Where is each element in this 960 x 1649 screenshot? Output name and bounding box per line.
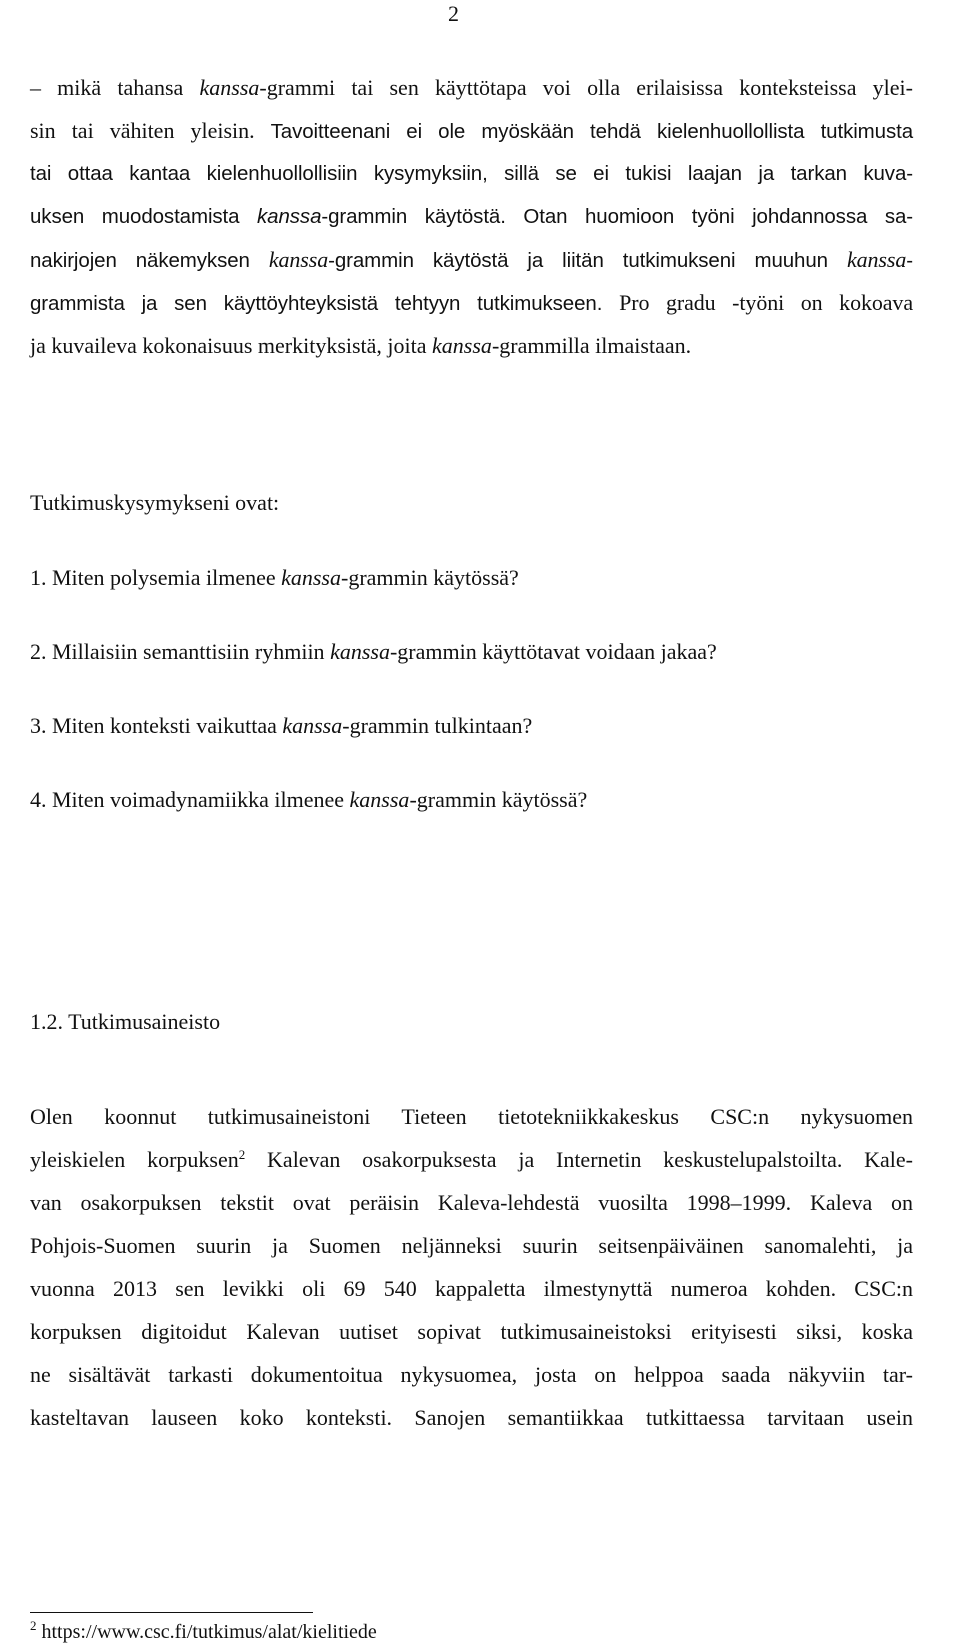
text-run: yleiskielen korpuksen — [30, 1147, 239, 1172]
text-run: uksen muodostamista — [30, 205, 258, 228]
research-questions-heading: Tutkimuskysymykseni ovat: — [30, 490, 280, 515]
text-run: kasteltavan lauseen koko konteksti. Sanojen semantiikkaa tutkittaessa tarvitaan usein — [30, 1405, 913, 1430]
text-line — [30, 1353, 913, 1396]
text-line — [30, 1224, 913, 1267]
footnote-url: https://www.csc.fi/tutkimus/alat/kielitiede — [36, 1621, 377, 1643]
italic-term: kanssa — [199, 75, 260, 100]
text-run: korpuksen digitoidut Kalevan uutiset sopivat tutkimusaineistoksi erityisesti siksi, koska — [30, 1319, 913, 1344]
italic-term: kanssa — [268, 247, 329, 272]
text-line — [30, 1310, 913, 1353]
italic-term: kanssa — [432, 333, 492, 358]
research-question-1 — [30, 563, 519, 593]
italic-term: kanssa — [282, 713, 343, 738]
question-number: 2. — [30, 639, 52, 664]
question-text: Millaisiin semanttisiin ryhmiin — [52, 639, 331, 664]
text-run: – mikä tahansa — [30, 75, 200, 100]
text-run: ja kuvaileva kokonaisuus merkityksistä, joita — [30, 333, 433, 358]
question-text: -grammin käytössä? — [341, 565, 519, 590]
question-text: -grammin käyttötavat voidaan jakaa? — [389, 639, 717, 664]
italic-term: kanssa — [349, 787, 410, 812]
text-run: van osakorpuksen tekstit ovat peräisin Kaleva-lehdestä vuosilta 1998–1999. Kaleva on — [30, 1190, 913, 1215]
text-run: vuonna 2013 sen levikki oli 69 540 kappaletta ilmestynyttä numeroa kohden. CSC:n — [30, 1276, 913, 1301]
footnote — [30, 1619, 377, 1645]
text-line — [30, 1181, 913, 1224]
text-run: Kalevan osakorpuksesta ja Internetin keskustelupalstoilta. Kale- — [245, 1147, 913, 1172]
italic-term: kanssa — [330, 639, 390, 664]
text-line — [30, 281, 913, 324]
text-line — [30, 66, 913, 109]
text-line — [30, 1267, 913, 1310]
text-run: -grammin käytöstä. Otan huomioon työni johdannossa sa- — [321, 205, 913, 228]
question-text: -grammin tulkintaan? — [342, 713, 533, 738]
question-number: 3. — [30, 713, 52, 738]
text-line — [30, 1095, 913, 1138]
question-number: 1. — [30, 565, 52, 590]
text-run: nakirjojen näkemyksen — [30, 249, 269, 272]
italic-term: kanssa — [281, 565, 341, 590]
text-run: sin tai vähiten yleisin. — [30, 118, 271, 143]
text-line — [30, 195, 913, 238]
research-question-4 — [30, 785, 587, 815]
text-run: Olen koonnut tutkimusaineistoni Tieteen tietotekniikkakeskus CSC:n nykysuomen — [30, 1104, 913, 1129]
section-body-paragraph — [30, 1095, 913, 1439]
question-text: Miten konteksti vaikuttaa — [52, 713, 283, 738]
text-run: ne sisältävät tarkasti dokumentoitua nykysuomea, josta on helppoa saada näkyviin tar- — [30, 1362, 913, 1387]
text-line — [30, 324, 913, 367]
research-question-2 — [30, 637, 717, 667]
text-run: Pohjois-Suomen suurin ja Suomen neljänneksi suurin seitsenpäiväinen sanomalehti, ja — [30, 1233, 913, 1258]
text-run: -grammi tai sen käyttötapa voi olla erilaisissa konteksteissa ylei- — [259, 75, 913, 100]
text-line — [30, 152, 913, 195]
text-run: tai ottaa kantaa kielenhuollollisiin kysymyksiin, sillä se ei tukisi laajan ja tarkan kuva- — [30, 162, 913, 185]
footnote-divider — [30, 1612, 313, 1613]
text-run: grammista ja sen käyttöyhteyksistä tehtyyn tutkimukseen. — [30, 292, 620, 315]
italic-term: kanssa — [846, 247, 907, 272]
question-text: Miten polysemia ilmenee — [52, 565, 282, 590]
footnote-reference: 2 — [238, 1147, 246, 1162]
section-heading: 1.2. Tutkimusaineisto — [30, 1009, 221, 1034]
research-question-3 — [30, 711, 532, 741]
text-run: - — [906, 249, 913, 272]
italic-term: kanssa — [257, 205, 322, 228]
text-run: -grammilla ilmaistaan. — [491, 333, 692, 358]
text-line — [30, 1396, 913, 1439]
text-run: -grammin käytöstä ja liitän tutkimukseni muuhun — [328, 249, 847, 272]
intro-paragraph — [30, 66, 913, 367]
text-line — [30, 238, 913, 281]
text-run: Tavoitteenani ei ole myöskään tehdä kielenhuollollista tutkimusta — [270, 120, 913, 143]
text-line — [30, 109, 913, 152]
question-text: -grammin käytössä? — [409, 787, 588, 812]
page-number: 2 — [448, 1, 459, 26]
question-number: 4. — [30, 787, 52, 812]
text-run: Pro gradu -työni on kokoava — [619, 290, 913, 315]
text-line — [30, 1138, 913, 1181]
footnote-marker: 2 — [30, 1618, 37, 1633]
question-text: Miten voimadynamiikka ilmenee — [52, 787, 350, 812]
